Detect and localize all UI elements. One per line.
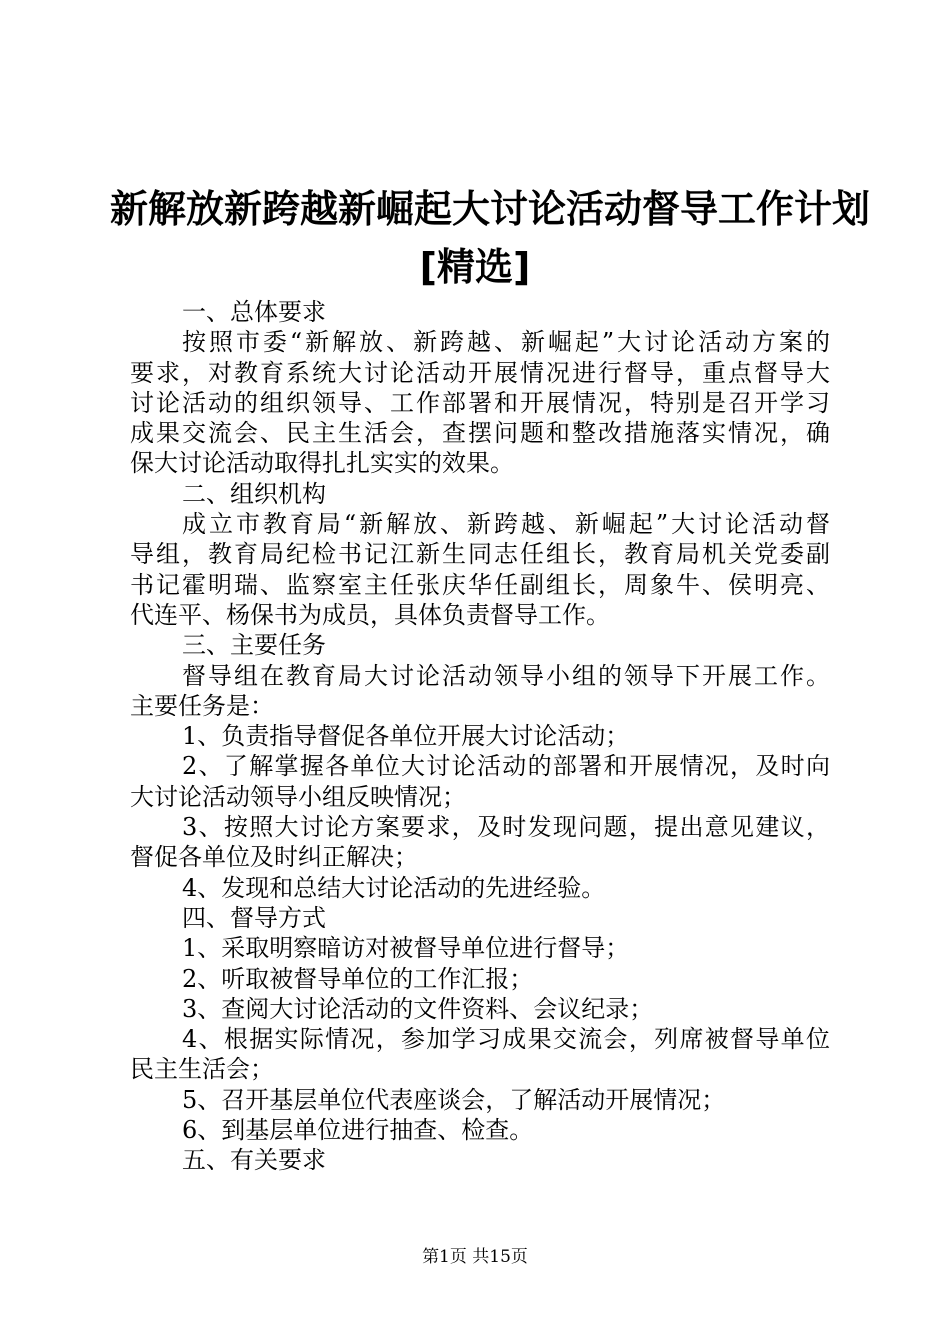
text-line: 3、查阅大讨论活动的文件资料、会议纪录； — [182, 994, 654, 1023]
text-line: 保大讨论活动取得扎扎实实的效果。 — [130, 449, 514, 478]
text-line: 4、根据实际情况，参加学习成果交流会，列席被督导单位 — [182, 1025, 830, 1054]
document-body — [130, 297, 830, 1176]
text-line: 成立市教育局“新解放、新跨越、新崛起”大讨论活动督 — [182, 510, 830, 539]
text-line: 2、了解掌握各单位大讨论活动的部署和开展情况，及时向 — [182, 752, 830, 781]
text-line: 主要任务是： — [130, 691, 274, 720]
document-title-suffix: [精选] — [419, 245, 531, 289]
page-footer: 第1页 共15页 — [422, 1247, 528, 1267]
text-line: 三、主要任务 — [182, 631, 326, 660]
text-line: 导组，教育局纪检书记江新生同志任组长，教育局机关党委副 — [130, 540, 830, 569]
text-line: 6、到基层单位进行抽查、检查。 — [182, 1116, 534, 1145]
text-line: 四、督导方式 — [182, 903, 326, 932]
text-line: 按照市委“新解放、新跨越、新崛起”大讨论活动方案的 — [182, 328, 830, 357]
text-line: 大讨论活动领导小组反映情况； — [130, 782, 466, 811]
text-line: 讨论活动的组织领导、工作部署和开展情况，特别是召开学习 — [130, 388, 830, 417]
text-line: 成果交流会、民主生活会，查摆问题和整改措施落实情况，确 — [130, 419, 830, 448]
text-line: 五、有关要求 — [182, 1146, 326, 1175]
text-line: 5、召开基层单位代表座谈会，了解活动开展情况； — [182, 1085, 726, 1114]
text-line: 1、负责指导督促各单位开展大讨论活动； — [182, 722, 630, 751]
text-line: 4、发现和总结大讨论活动的先进经验。 — [182, 873, 606, 902]
text-line: 代连平、杨保书为成员，具体负责督导工作。 — [130, 600, 610, 629]
text-line: 要求，对教育系统大讨论活动开展情况进行督导，重点督导大 — [130, 358, 830, 387]
text-line: 督促各单位及时纠正解决； — [130, 843, 418, 872]
text-line: 3、按照大讨论方案要求，及时发现问题，提出意见建议， — [182, 813, 830, 842]
document-title: 新解放新跨越新崛起大讨论活动督导工作计划 — [110, 187, 871, 231]
text-line: 督导组在教育局大讨论活动领导小组的领导下开展工作。 — [182, 661, 830, 690]
text-line: 二、组织机构 — [182, 479, 326, 508]
text-line: 民主生活会； — [130, 1055, 274, 1084]
text-line: 书记霍明瑞、监察室主任张庆华任副组长，周象牛、侯明亮、 — [130, 570, 830, 599]
text-line: 1、采取明察暗访对被督导单位进行督导； — [182, 934, 630, 963]
text-line: 一、总体要求 — [182, 298, 326, 326]
text-line: 2、听取被督导单位的工作汇报； — [182, 964, 534, 993]
